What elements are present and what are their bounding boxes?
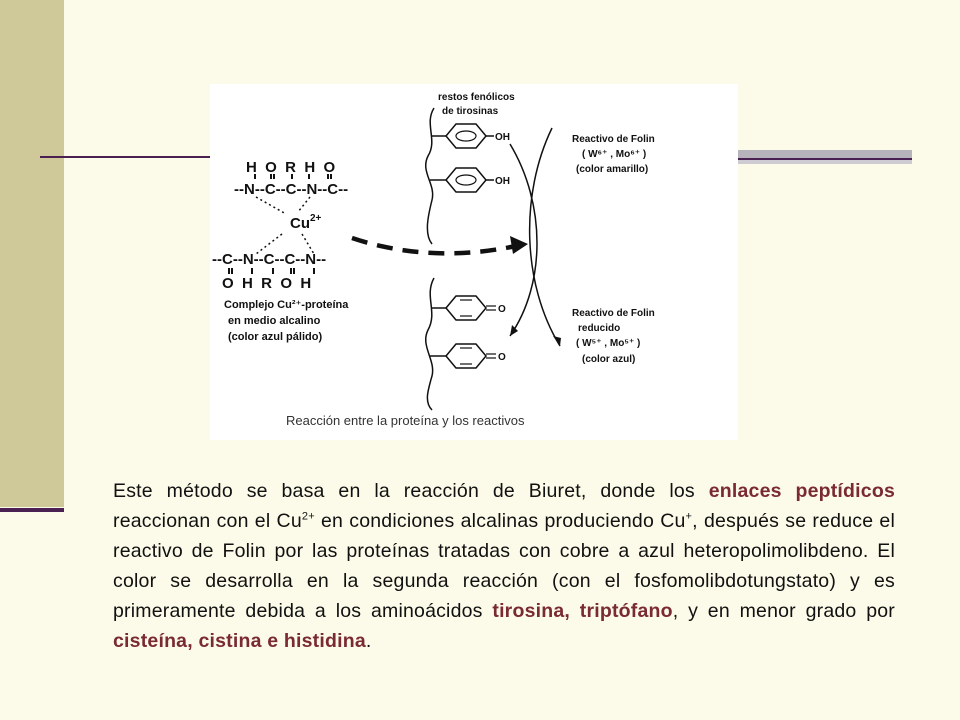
header-rule-right-light bbox=[735, 160, 912, 164]
folin-bottom bbox=[572, 308, 655, 365]
bottom-atoms: O H R O H bbox=[222, 275, 312, 292]
description-paragraph bbox=[113, 476, 895, 656]
left-accent-bar bbox=[0, 0, 64, 507]
text-part-2: reaccionan con el Cu bbox=[113, 510, 302, 532]
figure-caption: Reacción entre la proteína y los reactivos bbox=[286, 413, 525, 428]
top-atoms: H O R H O bbox=[246, 159, 336, 176]
highlight-tyrosine-tryptophan: tirosina, triptófano bbox=[492, 600, 673, 622]
superscript-plus: + bbox=[685, 510, 693, 523]
oxo-label-2: O bbox=[498, 352, 506, 363]
highlight-cysteine-cystine-histidine: cisteína, cistina e histidina bbox=[113, 630, 366, 652]
cu-label: $Cu^{2+}$ bbox=[290, 213, 322, 232]
folin-bottom-4: (color azul) bbox=[582, 354, 636, 365]
top-chain: --N--C--C--N--C-- bbox=[234, 181, 349, 198]
tyrosine-residues bbox=[426, 92, 515, 244]
folin-bottom-1: Reactivo de Folin bbox=[572, 308, 655, 319]
folin-top-1: Reactivo de Folin bbox=[572, 134, 655, 145]
folin-top bbox=[572, 134, 655, 175]
reaction-diagram bbox=[210, 84, 738, 440]
text-part-5: , y en menor grado por bbox=[672, 600, 895, 622]
dashed-arrow bbox=[352, 236, 528, 254]
folin-top-2: ( W⁶⁺ , Mo⁶⁺ ) bbox=[582, 149, 647, 160]
left-accent-bar-cap bbox=[0, 508, 64, 512]
folin-bottom-2: reducido bbox=[578, 323, 621, 334]
folin-top-3: (color amarillo) bbox=[576, 164, 649, 175]
oh-label-2: OH bbox=[495, 176, 510, 187]
complex-label-1: Complejo Cu²⁺-proteína bbox=[224, 299, 349, 311]
superscript-2plus: 2+ bbox=[301, 510, 315, 523]
oxidized-residues bbox=[426, 278, 506, 410]
reaction-svg bbox=[210, 84, 738, 440]
highlight-peptide-bonds: enlaces peptídicos bbox=[708, 480, 895, 502]
complex-label-3: (color azul pálido) bbox=[228, 331, 323, 343]
phenol-label-2: de tirosinas bbox=[442, 106, 499, 117]
cu-protein-complex bbox=[212, 159, 349, 343]
reaction-arrows bbox=[510, 128, 561, 346]
text-part-1: Este método se basa en la reacción de Biuret, donde los bbox=[113, 480, 709, 502]
complex-label-2: en medio alcalino bbox=[228, 315, 321, 327]
text-part-3: en condiciones alcalinas produciendo Cu bbox=[314, 510, 686, 532]
oxo-label-1: O bbox=[498, 304, 506, 315]
text-part-4: , después se reduce el reactivo de Folin por las proteínas tratadas con cobre a azul heteropolimolibdeno. El color se desarrolla en la segunda reacción (con el fosfomolibdotungstato) y es primeramente debida a los aminoácidos bbox=[113, 510, 895, 622]
folin-bottom-3: ( W⁵⁺ , Mo⁵⁺ ) bbox=[576, 338, 641, 349]
oh-label-1: OH bbox=[495, 132, 510, 143]
text-part-6: . bbox=[365, 630, 372, 652]
header-rule-right-grey bbox=[735, 150, 912, 158]
phenol-label-1: restos fenólicos bbox=[438, 92, 515, 103]
bottom-chain: --C--N--C--C--N-- bbox=[212, 251, 327, 268]
